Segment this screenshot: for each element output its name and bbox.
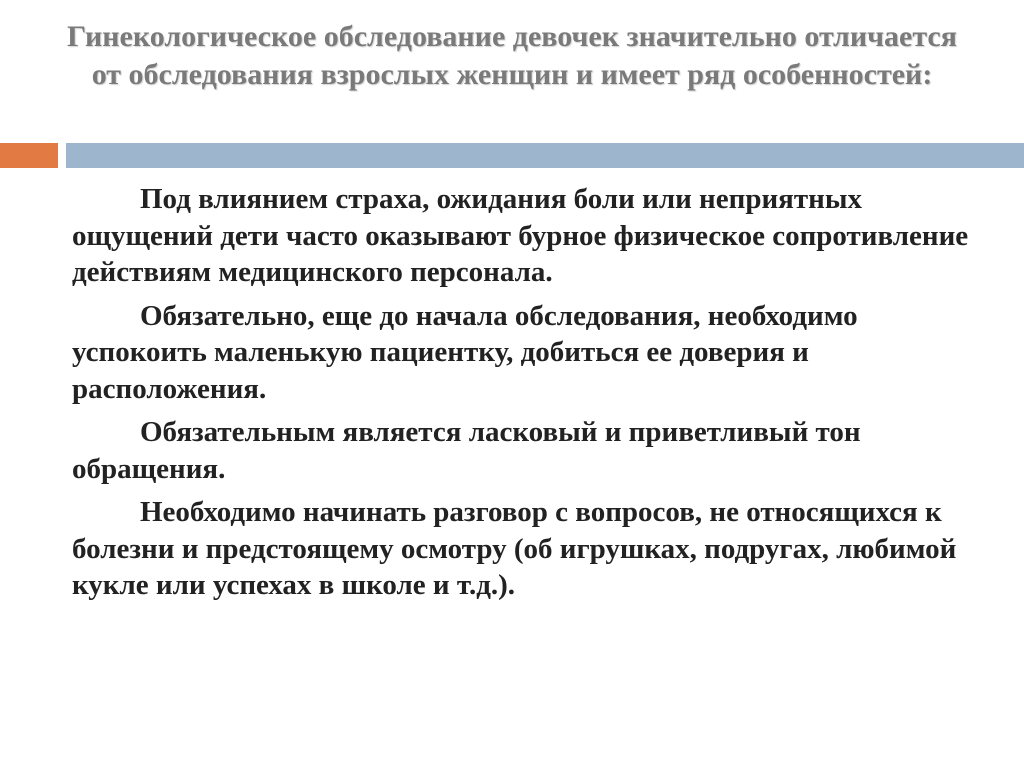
divider-accent-orange	[0, 143, 58, 168]
paragraph-fear: Под влиянием страха, ожидания боли или неприятных ощущений дети часто оказывают бурное физическое сопротивление действиям медицинского персонала.	[72, 183, 969, 288]
slide-title: Гинекологическое обследование девочек значительно отличается от обследования взрослых женщин и имеет ряд особенностей:	[67, 20, 957, 91]
divider-accent-blue	[66, 143, 1024, 168]
slide-body	[72, 181, 977, 611]
paragraph-conversation: Необходимо начинать разговор с вопросов, не относящихся к болезни и предстоящему осмотру (об игрушках, подругах, любимой кукле или успехах в школе и т.д.).	[72, 496, 957, 601]
paragraph-tone: Обязательным является ласковый и приветливый тон обращения.	[72, 416, 861, 485]
paragraph-calm-patient: Обязательно, еще до начала обследования, необходимо успокоить маленькую пациентку, добиться ее доверия и расположения.	[72, 299, 858, 405]
